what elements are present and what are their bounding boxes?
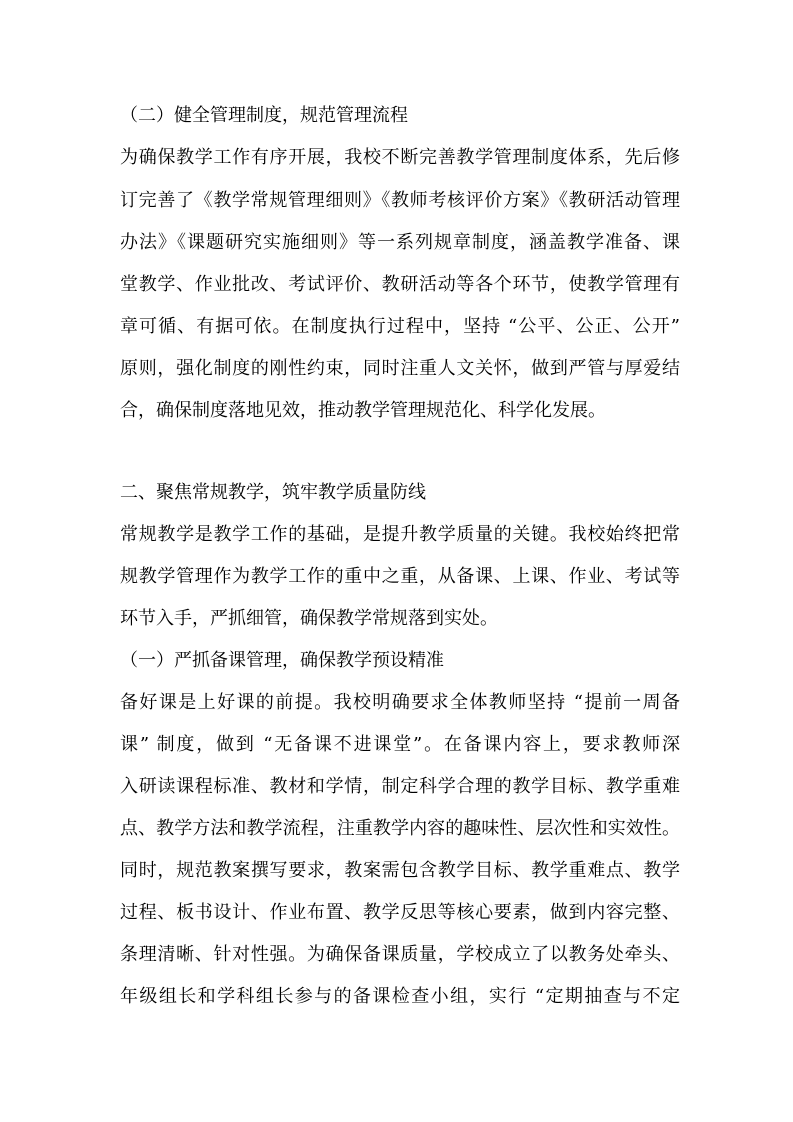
paragraph-line: 点、教学方法和教学流程，注重教学内容的趣味性、层次性和实效性。 <box>120 818 680 839</box>
paragraph-line: 办法》《课题研究实施细则》等一系列规章制度，涵盖教学准备、课 <box>120 232 680 253</box>
paragraph-line: 常规教学是教学工作的基础，是提升教学质量的关键。我校始终把常 <box>120 524 680 545</box>
paragraph-line: 过程、板书设计、作业布置、教学反思等核心要素，做到内容完整、 <box>120 902 680 923</box>
paragraph-line: 章可循、有据可依。在制度执行过程中，坚持 “公平、公正、公开” <box>120 316 680 337</box>
paragraph-line: 订完善了《教学常规管理细则》《教师考核评价方案》《教研活动管理 <box>120 190 680 211</box>
section-heading: （一）严抓备课管理，确保教学预设精准 <box>120 650 444 671</box>
paragraph-line: 条理清晰、针对性强。为确保备课质量，学校成立了以教务处牵头、 <box>120 944 680 965</box>
paragraph-line: 规教学管理作为教学工作的重中之重，从备课、上课、作业、考试等 <box>120 566 680 587</box>
paragraph-line: 环节入手，严抓细管，确保教学常规落到实处。 <box>120 608 498 629</box>
section-heading: （二）健全管理制度，规范管理流程 <box>120 105 408 126</box>
paragraph-line: 年级组长和学科组长参与的备课检查小组，实行 “定期抽查与不定 <box>120 986 680 1007</box>
chapter-heading: 二、聚焦常规教学，筑牢教学质量防线 <box>120 482 426 503</box>
paragraph-line: 堂教学、作业批改、考试评价、教研活动等各个环节，使教学管理有 <box>120 274 680 295</box>
paragraph-line: 入研读课程标准、教材和学情，制定科学合理的教学目标、教学重难 <box>120 776 680 797</box>
paragraph-line: 为确保教学工作有序开展，我校不断完善教学管理制度体系，先后修 <box>120 147 680 168</box>
paragraph-line: 合，确保制度落地见效，推动教学管理规范化、科学化发展。 <box>120 400 606 421</box>
paragraph-line: 课” 制度，做到 “无备课不进课堂”。在备课内容上，要求教师深 <box>120 734 680 755</box>
paragraph-line: 同时，规范教案撰写要求，教案需包含教学目标、教学重难点、教学 <box>120 860 680 881</box>
paragraph-line: 原则，强化制度的刚性约束，同时注重人文关怀，做到严管与厚爱结 <box>120 358 680 379</box>
paragraph-line: 备好课是上好课的前提。我校明确要求全体教师坚持 “提前一周备 <box>120 692 680 713</box>
